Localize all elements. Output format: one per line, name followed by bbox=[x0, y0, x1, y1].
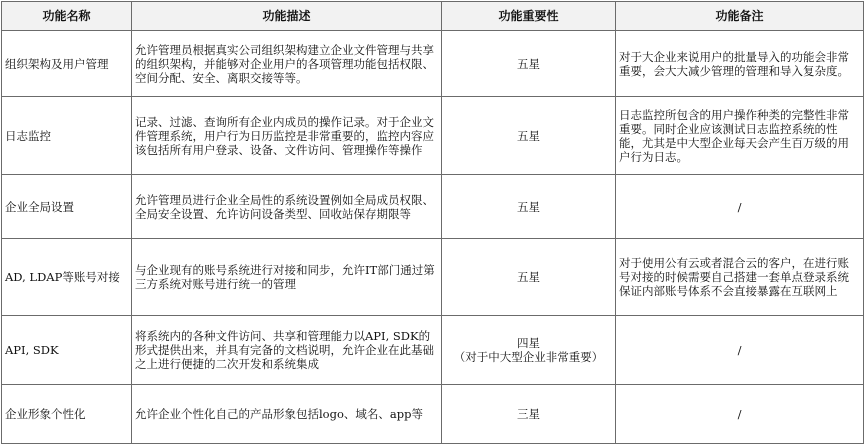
feature-name-cell: 日志监控 bbox=[2, 97, 132, 175]
feature-name-cell: AD, LDAP等账号对接 bbox=[2, 239, 132, 316]
feature-importance-cell: 五星 bbox=[442, 175, 616, 239]
header-feature-importance: 功能重要性 bbox=[442, 2, 616, 31]
feature-description-cell: 记录、过滤、查询所有企业内成员的操作记录。对于企业文件管理系统，用户行为日历监控是非常重要的，监控内容应该包括所有用户登录、设备、文件访问、管理操作等操作 bbox=[132, 97, 442, 175]
feature-importance-cell: 五星 bbox=[442, 31, 616, 97]
feature-note-cell: 对于使用公有云或者混合云的客户，在进行账号对接的时候需要自己搭建一套单点登录系统保证内部账号体系不会直接暴露在互联网上 bbox=[616, 239, 864, 316]
feature-importance-cell bbox=[442, 316, 616, 385]
feature-note-cell: 日志监控所包含的用户操作种类的完整性非常重要。同时企业应该测试日志监控系统的性能，尤其是中大型企业每天会产生百万级的用户行为日志。 bbox=[616, 97, 864, 175]
feature-note-cell: / bbox=[616, 316, 864, 385]
header-feature-name: 功能名称 bbox=[2, 2, 132, 31]
feature-description-cell: 允许企业个性化自己的产品形象包括logo、域名、app等 bbox=[132, 385, 442, 444]
feature-importance-cell: 三星 bbox=[442, 385, 616, 444]
feature-name-cell: 组织架构及用户管理 bbox=[2, 31, 132, 97]
table-row bbox=[2, 239, 864, 316]
table-row bbox=[2, 97, 864, 175]
table-row bbox=[2, 31, 864, 97]
header-feature-note: 功能备注 bbox=[616, 2, 864, 31]
table-row bbox=[2, 316, 864, 385]
feature-name-cell: API, SDK bbox=[2, 316, 132, 385]
header-feature-description: 功能描述 bbox=[132, 2, 442, 31]
feature-table bbox=[1, 1, 864, 444]
table-header-row bbox=[2, 2, 864, 31]
feature-note-cell: / bbox=[616, 175, 864, 239]
feature-note-cell: / bbox=[616, 385, 864, 444]
table-row bbox=[2, 385, 864, 444]
feature-description-cell: 将系统内的各种文件访问、共享和管理能力以API, SDK的形式提供出来，并具有完备的文档说明，允许企业在此基础之上进行便捷的二次开发和系统集成 bbox=[132, 316, 442, 385]
importance-rating: 四星 bbox=[517, 336, 540, 350]
feature-description-cell: 允许管理员根据真实公司组织架构建立企业文件管理与共享的组织架构，并能够对企业用户的各项管理功能包括权限、空间分配、安全、离职交接等等。 bbox=[132, 31, 442, 97]
feature-description-cell: 允许管理员进行企业全局性的系统设置例如全局成员权限、全局安全设置、允许访问设备类型、回收站保存期限等 bbox=[132, 175, 442, 239]
table-row bbox=[2, 175, 864, 239]
feature-note-cell: 对于大企业来说用户的批量导入的功能会非常重要，会大大减少管理的管理和导入复杂度。 bbox=[616, 31, 864, 97]
feature-importance-cell: 五星 bbox=[442, 97, 616, 175]
importance-note: （对于中大型企业非常重要） bbox=[453, 350, 604, 364]
feature-name-cell: 企业全局设置 bbox=[2, 175, 132, 239]
feature-name-cell: 企业形象个性化 bbox=[2, 385, 132, 444]
feature-description-cell: 与企业现有的账号系统进行对接和同步，允许IT部门通过第三方系统对账号进行统一的管理 bbox=[132, 239, 442, 316]
feature-importance-cell: 五星 bbox=[442, 239, 616, 316]
